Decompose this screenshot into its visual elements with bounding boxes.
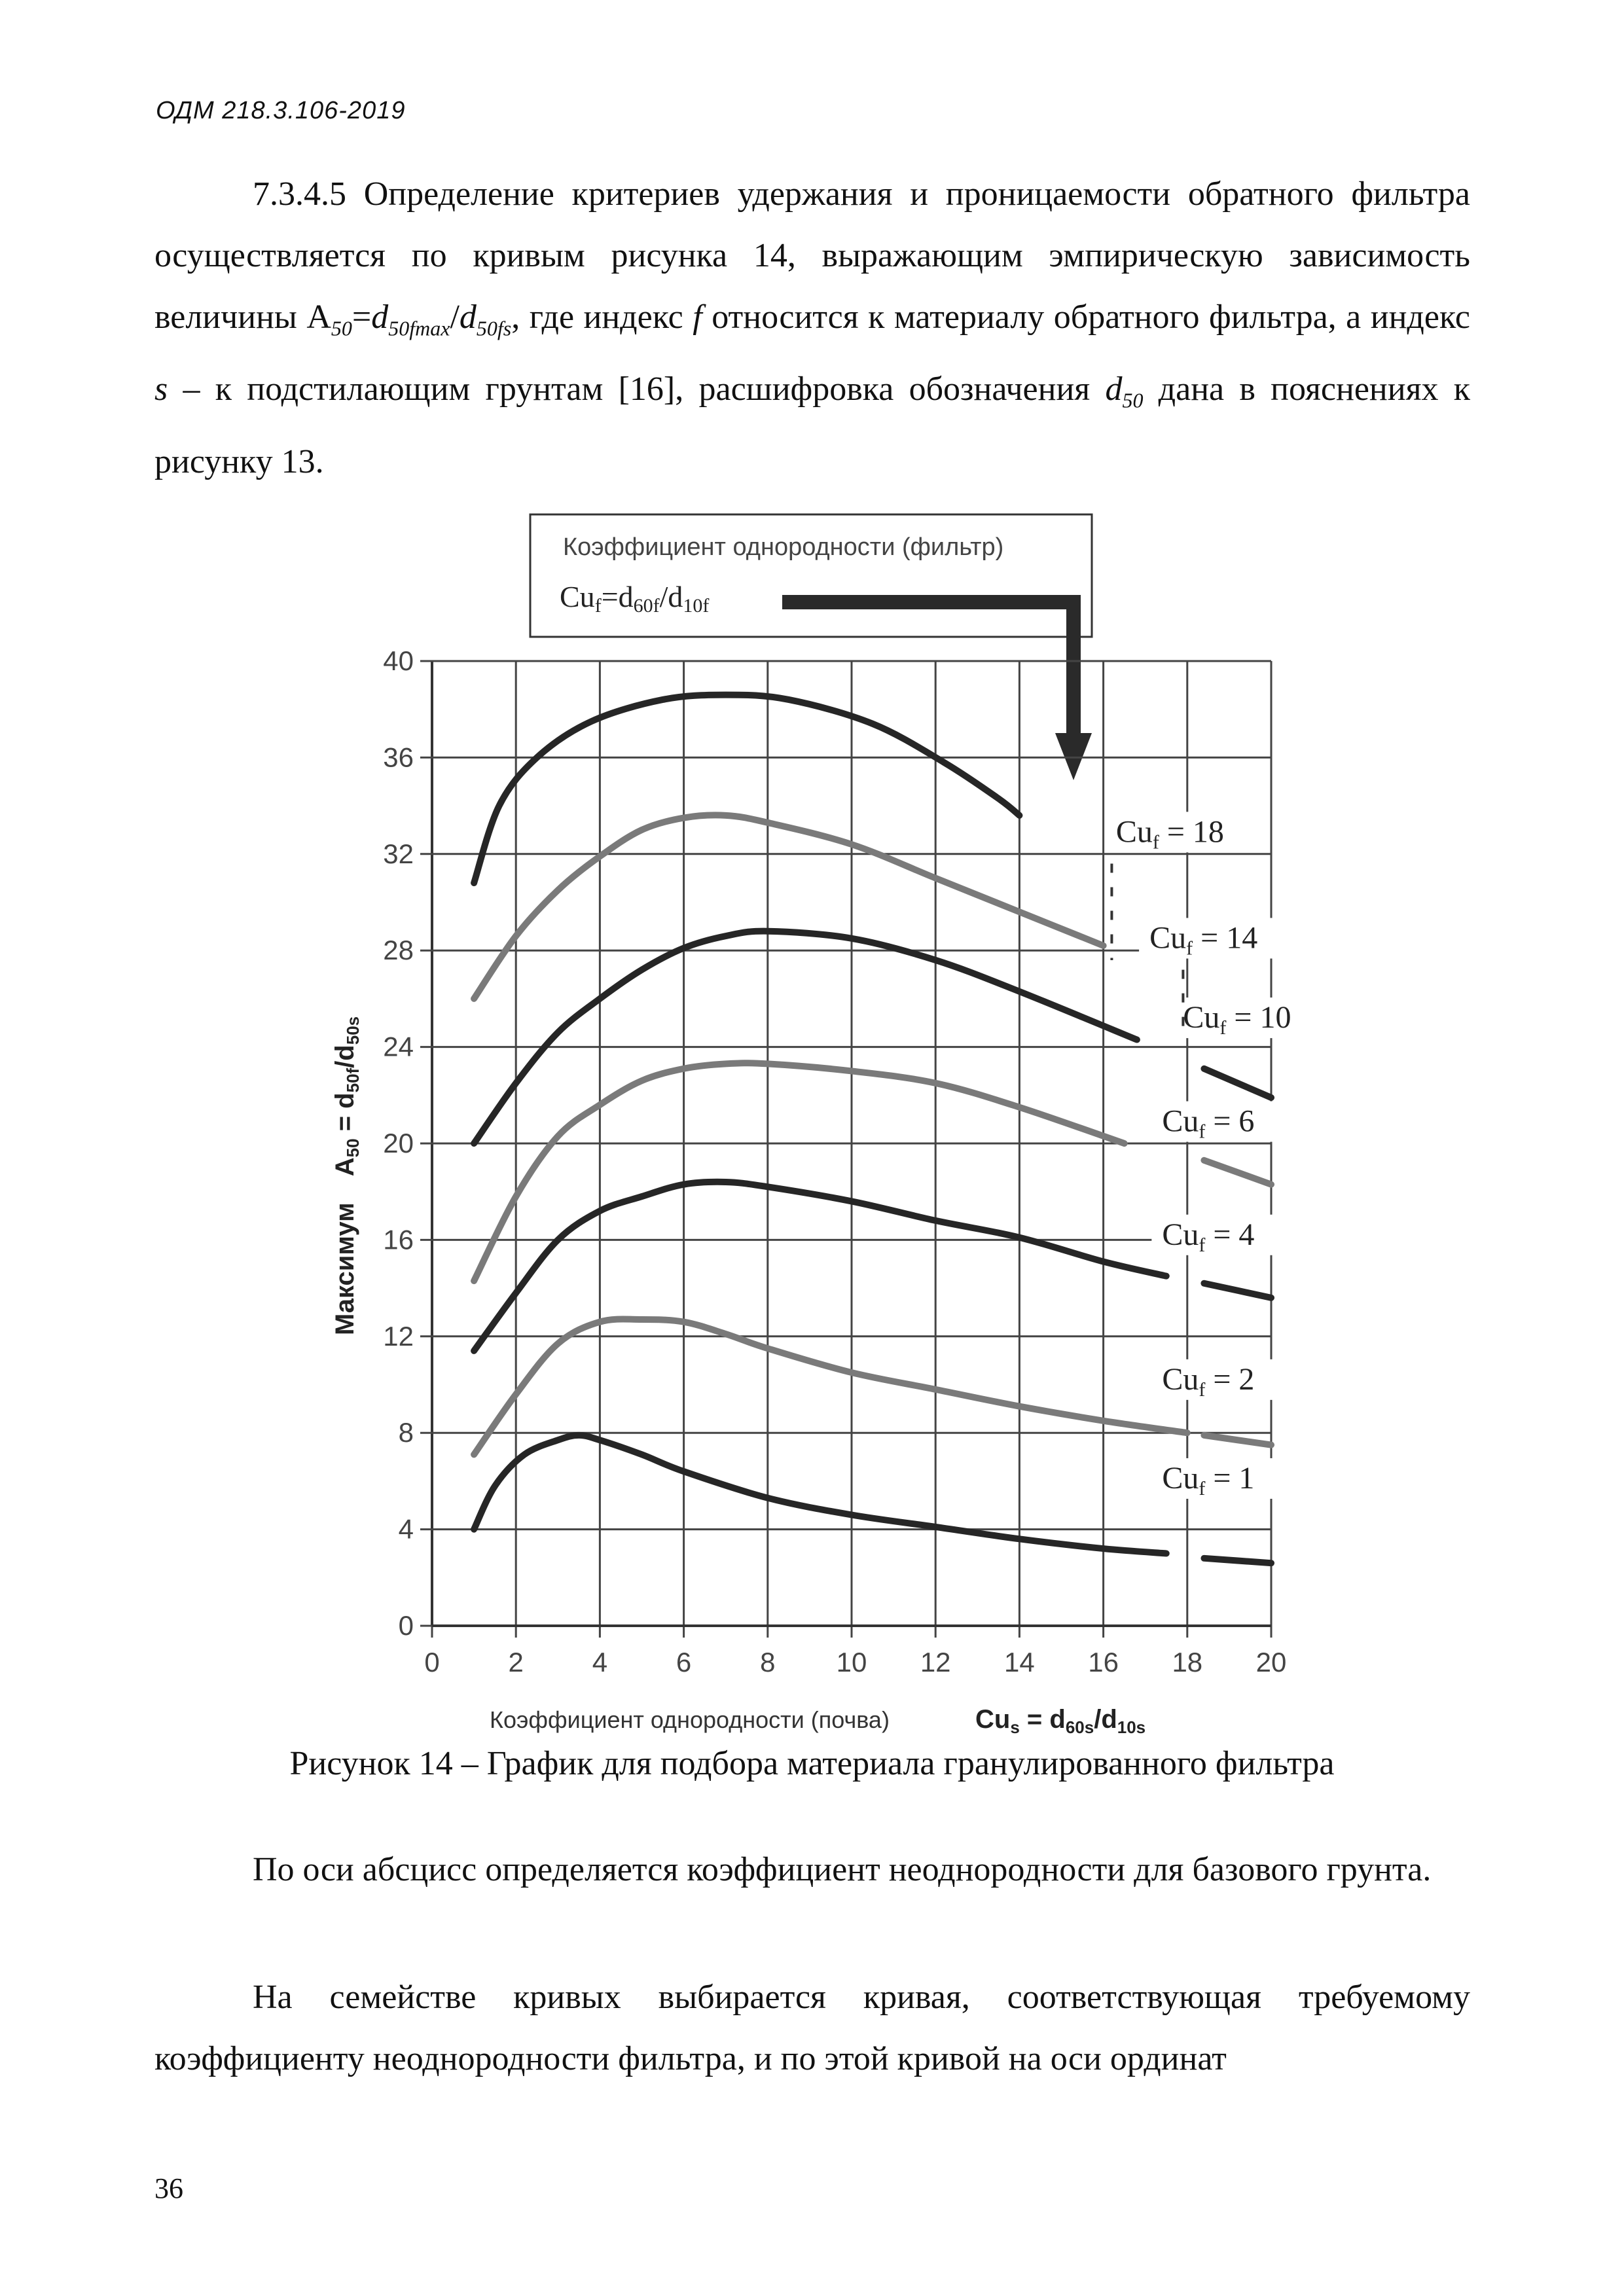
series-label-value: = 4 [1205, 1217, 1255, 1252]
x-axis-formula-sub-10s: 10s [1117, 1717, 1146, 1737]
index-s: s [154, 370, 168, 408]
y-axis-formula-sub-50s: 50s [343, 1016, 363, 1045]
series-label-sub-f: f [1152, 831, 1159, 853]
x-tick-label: 4 [592, 1647, 608, 1677]
symbol-d50: d [1105, 370, 1123, 408]
y-axis-formula-sub-50: 50 [343, 1138, 363, 1158]
y-tick-label: 36 [383, 742, 414, 773]
curve-cu-14 [474, 815, 1104, 999]
formula-slash: / [450, 298, 460, 336]
curve-continuation-cu-10 [1204, 1069, 1271, 1098]
x-tick-label: 6 [676, 1647, 692, 1677]
chart-series-labels [1106, 812, 1325, 1499]
series-label-cu-text: Cu [1183, 1000, 1220, 1035]
series-label-value: = 18 [1159, 814, 1224, 850]
formula-d1: d [371, 298, 389, 336]
page-number: 36 [154, 2172, 183, 2204]
symbol-d50-sub: 50 [1122, 388, 1144, 412]
y-axis-formula-div: /d [331, 1045, 359, 1068]
series-label-cu-4 [1162, 1217, 1254, 1256]
series-label-value: = 1 [1205, 1460, 1255, 1496]
legend-title: Коэффициент однородности (фильтр) [563, 533, 1004, 561]
x-axis-formula-sub-s: s [1010, 1717, 1020, 1737]
formula-d2: d [459, 298, 477, 336]
y-axis-formula-eq: = d [331, 1092, 359, 1139]
y-tick-label: 28 [383, 935, 414, 966]
y-axis-title [331, 1016, 363, 1335]
series-label-value: = 14 [1193, 920, 1258, 956]
y-axis-title-word: Максимум [331, 1202, 359, 1335]
series-label-value: = 6 [1205, 1103, 1255, 1139]
x-tick-label: 14 [1004, 1647, 1035, 1677]
x-tick-label: 18 [1172, 1647, 1203, 1677]
series-label-cu-text: Cu [1149, 920, 1187, 956]
curve-cu-6 [474, 1063, 1125, 1281]
paragraph-criteria-mid1: , где индекс [511, 298, 693, 336]
chart-tick-labels [383, 645, 1286, 1677]
y-tick-label: 12 [383, 1320, 414, 1352]
curve-continuation-cu-2 [1204, 1435, 1271, 1445]
series-label-sub-f: f [1199, 1234, 1206, 1256]
curve-cu-4 [474, 1182, 1166, 1351]
paragraph-criteria-lead: 7.3.4.5 Определение критериев удержания и проницаемости обратного фильтра осуществляется по кривым рисунка 14, выражающим эмпирическую зависимость величины [154, 175, 1470, 336]
x-axis-formula-eq: = d [1019, 1705, 1066, 1734]
x-axis-formula-div: /d [1094, 1705, 1117, 1734]
paragraph-abscissa [154, 1839, 1470, 1901]
paragraph-curve-selection [154, 1967, 1470, 2090]
series-label-cu-6 [1162, 1104, 1254, 1143]
index-f: f [693, 298, 702, 336]
series-label-cu-text: Cu [1115, 814, 1153, 850]
formula-a-sub: 50 [331, 316, 352, 340]
paragraph-criteria-mid2: относится к материалу обратного фильтра, а индекс [702, 298, 1470, 336]
curve-continuation-cu-4 [1204, 1283, 1271, 1298]
legend-formula-sub-60f: 60f [633, 595, 660, 617]
x-axis-formula-sub-60s: 60s [1065, 1717, 1094, 1737]
curve-cu-1 [474, 1435, 1166, 1554]
series-label-sub-f: f [1219, 1017, 1227, 1039]
x-tick-label: 16 [1088, 1647, 1119, 1677]
x-axis-title: Коэффициент однородности (почва) [490, 1706, 890, 1733]
series-label-sub-f: f [1199, 1378, 1206, 1401]
formula-d2-sub: 50fs [476, 316, 512, 340]
formula-d1-sub: 50fmax [388, 316, 450, 340]
x-tick-label: 20 [1255, 1647, 1287, 1677]
series-label-value: = 2 [1205, 1361, 1255, 1397]
y-tick-label: 4 [398, 1513, 414, 1545]
legend-formula-sub-f: f [594, 595, 602, 617]
legend-formula-div: /d [659, 580, 683, 613]
y-axis-formula-sub-50f: 50f [343, 1067, 363, 1093]
paragraph-criteria-tail: дана в пояснениях к рисунку 13. [154, 370, 1470, 480]
document-code-header: ОДМ 218.3.106-2019 [156, 97, 406, 124]
y-tick-label: 8 [398, 1417, 414, 1448]
y-axis-formula-a: A [331, 1157, 359, 1177]
series-label-cu-text: Cu [1162, 1361, 1199, 1397]
y-tick-label: 16 [383, 1224, 414, 1255]
figure-caption: Рисунок 14 – График для подбора материала гранулированного фильтра [289, 1745, 1335, 1782]
series-label-value: = 10 [1226, 1000, 1291, 1035]
series-label-sub-f: f [1199, 1121, 1206, 1143]
formula-equals: = [352, 298, 372, 336]
x-tick-label: 8 [760, 1647, 776, 1677]
formula-a: A [306, 298, 331, 336]
paragraph-abscissa-text: По оси абсцисс определяется коэффициент неоднородности для базового грунта. [253, 1851, 1432, 1888]
legend-formula-cu: Cu [560, 580, 595, 613]
curve-continuation-cu-1 [1204, 1558, 1271, 1563]
series-label-cu-text: Cu [1162, 1217, 1199, 1252]
series-label-cu-1 [1162, 1461, 1254, 1499]
x-axis-formula-cu: Cu [975, 1705, 1011, 1734]
x-tick-label: 0 [424, 1647, 440, 1677]
series-label-cu-2 [1162, 1362, 1254, 1401]
paragraph-curve-selection-text: На семействе кривых выбирается кривая, соответствующая требуемому коэффициенту неоднородности фильтра, и по этой кривой на оси ординат [154, 1979, 1470, 2077]
curve-continuation-cu-6 [1204, 1160, 1271, 1185]
x-tick-label: 10 [836, 1647, 867, 1677]
y-tick-label: 24 [383, 1031, 414, 1062]
series-label-cu-14 [1149, 921, 1257, 960]
series-label-sub-f: f [1199, 1477, 1206, 1499]
series-label-sub-f: f [1186, 937, 1193, 960]
paragraph-criteria-mid3: – к подстилающим грунтам [16], расшифровка обозначения [168, 370, 1106, 408]
legend-formula-eq: =d [601, 580, 634, 613]
series-label-cu-text: Cu [1162, 1460, 1199, 1496]
x-tick-label: 12 [920, 1647, 951, 1677]
y-axis-title-group [331, 1016, 363, 1335]
series-label-cu-text: Cu [1162, 1103, 1199, 1139]
y-tick-label: 32 [383, 838, 414, 869]
series-label-cu-18 [1116, 814, 1224, 853]
series-label-cu-10 [1183, 1000, 1291, 1039]
y-tick-label: 40 [383, 645, 414, 676]
y-tick-label: 0 [398, 1610, 414, 1641]
legend-formula-sub-10f: 10f [683, 595, 710, 617]
x-axis-formula [975, 1705, 1146, 1737]
y-tick-label: 20 [383, 1128, 414, 1158]
x-tick-label: 2 [508, 1647, 524, 1677]
